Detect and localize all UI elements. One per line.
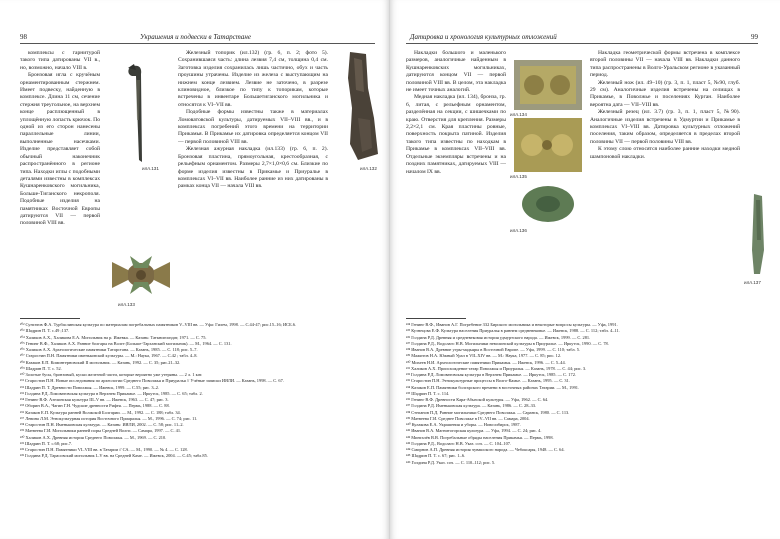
footnote: ²²⁶ Голдина Р.Д. Древняя и средневековая история удмуртского народа. — Ижевск, 1999. — С. 281. — [406, 334, 591, 340]
footnote: ²¹³ Голдина Р.Д. Ломоватовская культура в Верхнем Прикамье. — Иркутск, 1985. — С. 65; табл. 2. — [20, 390, 203, 396]
iron-knife-image — [742, 190, 772, 280]
footnote: ²⁴⁶ Голдина Р.Д. Указ. соч. — С. 110–112; рис. 5. — [406, 459, 496, 465]
iron-axe-image — [330, 48, 386, 166]
left-col1-text — [20, 50, 100, 312]
paragraph: К этому слою относятся наиболее ранние находки медной шампоновой накладки. — [590, 146, 740, 160]
bronze-plaque-image — [108, 250, 174, 300]
figure-axe — [330, 48, 388, 176]
footnote: ²¹⁸ Старостин П.Н. Именьковская культура. — Казань: ИЯЛИ, 2002. — С. 58; рис. 11–2. — [20, 422, 184, 427]
footnote: ²¹⁰ Золотые бусы, бронзовый, куски железной части, которые вероятно уже утеряны. — 2 л. 1 кат. — [20, 372, 203, 377]
paragraph: Железный нож (ил. 49–10) (гр. 3, п. 1, пласт 5, №90, глуб. 29 см). Аналогичные изделия встречены на селищах в Прикамье, в Поволжье и поселениях Курган. Наиболее вероятна дата — VII–VIII вв. — [590, 79, 740, 108]
footnote: ²¹² Шадрин П. Т. Древности Поволжья. — Ижевск, 1999. — С.55; рис. 3–2. — [20, 384, 160, 390]
footnote: ²⁰⁴ Халиков А.Х., Халикова Е.А. Могильник на р. Ижевка. — Казань: Таткнигоиздат, 1971. — С. 75. — [20, 334, 207, 340]
footnote: ²²² Старостин П.Н. Памятники VI–VIII вв. в Татарии // СА. — М., 1990. — № 4. — С. 128. — [20, 447, 188, 452]
right-page — [390, 0, 780, 539]
footnote: ²³² Голдина Р.Д. Ломоватовская культура в Верхнем Прикамье. — Иркутск, 1985. — С. 172. — [406, 372, 576, 377]
figure-knife — [742, 190, 776, 290]
footnote: ²⁴¹ Иванов В.А. Магнитогорская культура. — Уфа, 1994. — С. 24; рис. 4. — [406, 428, 542, 434]
footnotes-left — [20, 318, 378, 460]
footnotes-right — [406, 318, 766, 466]
footnote: ²³⁵ Шадрин П. Т. с. 114. — [406, 390, 450, 396]
footnote: ²⁰² Сунгатов Ф.А. Турбаслинская культура по материалам погребальных памятников V–VIII вв. — Уфа: Гилем, 1998. — С.44-47; рис.15–16; ИСБ.6. — [20, 322, 296, 327]
figure-pin — [106, 60, 166, 180]
footnote: ²¹⁵ Оборин В.А., Чагин Г.Н. Чудские древности Рифея. — Пермь, 1988. — С. 88. — [20, 403, 170, 409]
footnote: ²²⁸ Иванов В.А. Древние угры-мадьяры в Восточной Европе. — Уфа, 1999. — С. 110; табл. 5. — [406, 347, 581, 352]
running-header-right — [406, 32, 758, 44]
footnote: ²³⁶ Генинг В.Ф. Древности Кара-Абызской культуры. — Уфа, 1962. — С. 64. — [406, 397, 549, 402]
figure-caption: илл.137 — [744, 280, 761, 285]
footnote: ²²⁹ Мажитов Н.А. Южный Урал в VII–XIV вв. — М.: Наука, 1977. — С. 85; рис. 12. — [406, 353, 562, 359]
footnote: ²⁰⁶ Халиков А.Х. Археологические памятники Татарстана. — Казань, 1985. — С. 118; рис. 5–7. — [20, 347, 198, 352]
footnote: ²²³ Голдина Р.Д. Тарасовский могильник I–V вв. на Средней Каме. — Ижевск, 2004. — С.45; табл.85. — [20, 453, 208, 459]
paragraph: Накладка геометрической формы встречена в комплексе второй половины VII — начала VIII вв. Накладки данного типа распространены в Волго-Уральском регионе в указанный период. — [590, 50, 740, 79]
footnote: ²³³ Старостин П.Н. Этнокультурные процессы в Волго-Камье. — Казань, 1995. — С. 31. — [406, 378, 570, 384]
footnote: ²¹⁶ Казаков Е.П. Культура ранней Волжской Болгарии. — М., 1992. — С. 188; табл. 34. — [20, 409, 181, 415]
footnote: ²³⁸ Степанов П.Д. Ранние могильники Среднего Поволжья. — Саранск, 1980. — С. 113. — [406, 409, 570, 415]
footnote-rule — [406, 318, 466, 319]
paragraph: Железный резец (ил. 3.7) (гр. 3, п. 1, пласт 5, №90). Аналогичные изделия встречены в Удмуртии и Прикамье в комплексах VI–VIII вв. Датировка культурных отложений поселения, таким образом, определяется в пределах второй половины VII — первой половины VIII вв. — [590, 109, 740, 145]
running-head-title-left: Украшения и подвески в Татарстане — [140, 33, 251, 41]
footnote: ²⁴² Мингалёв В.В. Погребальные обряды населения Прикамья. — Пермь, 1998. — [406, 434, 554, 440]
right-col1-text — [406, 50, 506, 312]
footnote: ²²⁰ Халиков А.Х. Древняя история Среднего Поволжья. — М., 1969. — С. 210. — [20, 434, 167, 440]
footnote: ²³⁴ Казаков Е.П. Памятники болгарского времени в восточных районах Татарии. — М., 1991. — [406, 384, 580, 390]
footnote: ²²¹ Шадрин П. Т. с.68; рис.7. — [20, 440, 73, 446]
footnote: ²²⁷ Голдина Р.Д., Водолаго Н.В. Могильники неволинской культуры в Приуралье. — Иркутск, 1990. — С. 78. — [406, 340, 609, 346]
footnote: ²³⁷ Голдина Р.Д. Именьковская культура. — Казань, 1986. — С. 28–33. — [406, 403, 537, 409]
footnote: ²¹¹ Старостин П.Н. Новые исследования по археологии Среднего Поволжья и Приуралья // Учёные записки ИЯЛИ. — Казань, 1998. — С. 67. — [20, 378, 284, 384]
footnote: ²⁰⁷ Старостин П.Н. Памятники именьковской культуры. — М.: Наука, 1967. — С.42 ; табл. 4–8. — [20, 353, 198, 359]
figure-caption: илл.132 — [360, 166, 377, 171]
right-col2-text — [590, 50, 740, 312]
paragraph: Бронзовая игла с кручёным орнаментированным стержнем. Имеет подвеску, найденную в комплексе. Длина 11 см, сечение стержня треугольное, на верхнем конце расплющенный в уплощённую лопасть крючок. По одной из его сторон нанесены параллельные линии, выполненные насечками. Изделие представляет собой обычный наконечник распространённого в регионе типа. Находки иглы с подобными деталями известны в комплексах Кушнаренковского могильника, Больше-Тиганского некрополя. Подобные изделия на памятниках Восточной Европы датируются VII — первой половиной VIII вв. — [20, 72, 100, 227]
footnote: ²⁰³ Шадрин П. Т. с.49 ;137. — [20, 328, 70, 334]
footnote: ²³¹ Халиков А.Х. Происхождение татар Поволжья и Приуралья. — Казань, 1978. — С. 44; рис. 3. — [406, 365, 587, 371]
bronze-pin-image — [106, 60, 166, 175]
figure-caption: илл.134 — [510, 112, 527, 117]
coin-plaques-image — [510, 56, 586, 226]
footnote: ²²⁵ Кузнецова Е.Ф. Культура населения Приуралья в раннем средневековье. — Ижевск, 1988. — С. 112; табл. 4–11. — [406, 328, 620, 334]
paragraph: комплексы с гарнитурой такого типа датированы VII в., но, возможно, начало VIII в. — [20, 50, 100, 71]
page-number-left: 98 — [20, 33, 27, 41]
paragraph: Железная ажурная накладка (ил.133) (гр. 6, п. 2). Бронзовая пластина, прямоугольная, крестообразная, с рельефным орнаментом. Размеры 2,7×1,0×0,6 см. Близкие по форме изделия известны в Прикамье и Приуралье в комплексах VI–VII вв. Наиболее ранние из них датированы в рамках конца VII — начала VIII вв. — [178, 146, 328, 190]
running-head-title-right: Датировка и хронология культурных отложений — [410, 33, 557, 41]
footnote: ²⁰⁸ Казаков Е.П. Коминтерновский II могильник. — Казань, 1992. — С. 35; рис.21–32. — [20, 359, 181, 365]
paragraph: Медная накладка (ил. 134), бронза, гр. 6, литая, с рельефным орнаментом, разделённая на секции, с шишечками по краю. Отверстия для крепления. Размеры 2,2×2,1 см. Края пластины ровные, поверхность покрыта патиной. Изделия такого типа известны по находкам в Прикамье в комплексах VII–VIII вв. Отдельные экземпляры встречены и на поздних памятниках, датируемых VIII — началом IX вв. — [406, 94, 506, 175]
figure-caption: илл.136 — [510, 228, 527, 233]
figure-plaque — [108, 250, 178, 310]
footnote: ²¹⁴ Генинг В.Ф. Азелинская культура III–V вв. — Ижевск, 1963. — С. 47; рис. 3. — [20, 397, 169, 402]
footnote: ²⁴⁵ Шадрин П. Т. с. 67; рис. 1–6. — [406, 453, 466, 459]
running-header-left — [20, 32, 375, 44]
footnote: ²⁴³ Голдина Р.Д., Водолаго Н.В. Указ. соч. — С. 104–107. — [406, 440, 512, 446]
footnote: ²²⁴ Генинг В.Ф., Иванов А.Г. Погребение 332 Бирского могильника и некоторые вопросы культуры. — Уфа, 1991. — [406, 322, 618, 327]
figure-coins — [510, 56, 586, 236]
footnote: ²⁰⁹ Шадрин П. Т. с. 52. — [20, 365, 62, 371]
paragraph: Подобные формы известны также в материалах Ломоватовской культуры, датируемых VII–VIII вв., и в комплексах погребений этого времени на территории Прикамья. В Прикамье их датировка определяется концом VII — первой половиной VIII вв. — [178, 109, 328, 145]
footnote: ²⁴⁰ Кулакова Е.А. Украшения и уборы. — Новосибирск, 1987. — [406, 422, 521, 427]
footnote: ²³⁹ Матвеева Г.И. Среднее Поволжье в IV–VII вв. — Самара, 2004. — [406, 415, 530, 421]
footnote: ²¹⁹ Матвеева Г.И. Могильники ранней поры Средней Волги. — Самара, 1997. — С. 41. — [20, 428, 182, 434]
paragraph: Накладки большого и маленького размеров, аналогичные найденным в Кушнаренковских могильниках, датируются концом VII — первой половиной VIII вв. В целом, эта накладка не имеет точных аналогий. — [406, 50, 506, 94]
page-number-right: 99 — [751, 33, 758, 41]
footnote: ²⁰⁵ Генинг В.Ф., Халиков А.Х. Ранние болгары на Волге (Больше-Тарханский могильник). — М., 1964. — С. 131. — [20, 340, 232, 346]
footnote-rule — [20, 318, 80, 319]
footnote: ²³⁰ Михеев Н.И. Археологические памятники Прикамья. — Ижевск, 1996. — С. 5–44. — [406, 359, 566, 365]
paragraph: Железный топорик (ил.132) (гр. 6, п. 2; фото 5). Сохранившаяся часть: длина лезвия 7,4 см, толщина 0,4 см. Заготовка изделия сохранилась лишь частично, обух и часть проушины утрачены. Изделие из железа с выступающим на нижнем конце лезвием. Лезвие не заточено, в разрезе клиновидное, близкое по типу к топорикам, которые встречены в инвентаре Большетиганского могильника и относятся к VI–VII вв. — [178, 50, 328, 108]
figure-caption: илл.135 — [510, 174, 527, 179]
footnote: ²¹⁷ Левина Л.М. Этнокультурная история Восточного Приаралья. — М., 1996. — С. 74; рис. 11. — [20, 415, 198, 421]
left-col2-text — [178, 50, 328, 312]
footnote: ²⁴⁴ Смирнов А.П. Древняя история чувашского народа. — Чебоксары, 1948. — С. 64. — [406, 447, 565, 452]
figure-caption: илл.131 — [142, 166, 159, 171]
figure-caption: илл.133 — [118, 302, 135, 307]
